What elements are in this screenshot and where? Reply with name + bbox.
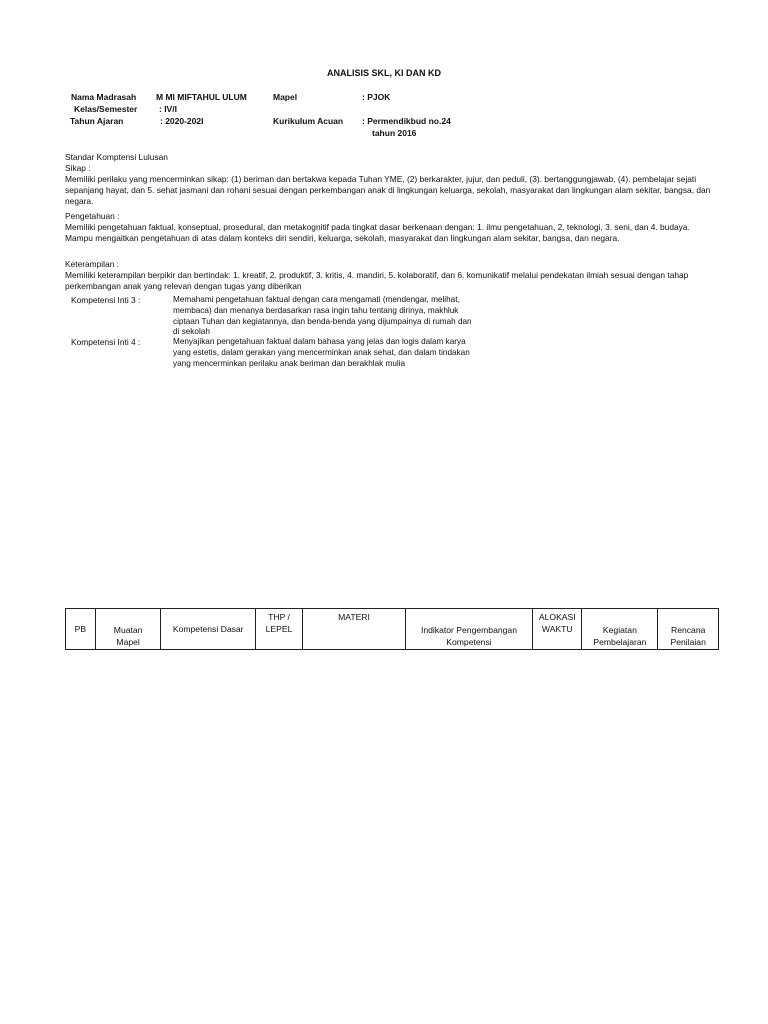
pengetahuan-label: Pengetahuan :	[65, 211, 120, 221]
kd-analysis-table	[65, 608, 719, 650]
col-materi-label: MATERI	[338, 612, 370, 622]
document-title: ANALISIS SKL, KI DAN KD	[326, 68, 441, 78]
col-indikator-label-2: Kompetensi	[446, 637, 492, 647]
table-header-row	[66, 609, 719, 650]
ki4-text: Menyajikan pengetahuan faktual dalam bahasa yang jelas dan logis dalam karya yang estetis, dalam gerakan yang mencerminkan anak sehat, dan dalam tindakan yang mencerminkan perilaku anak beriman dan berakhlak mulia	[173, 337, 470, 368]
skl-heading: Standar Komptensi Lulusan	[65, 152, 168, 162]
ki4-label: Kompetensi Inti 4 :	[71, 337, 141, 347]
col-thp-label-2: LEPEL	[265, 624, 293, 634]
tahun-ajaran-value: : 2020-202I	[160, 116, 204, 126]
col-kegiatan-pembelajaran	[582, 609, 658, 650]
nama-madrasah-value: M MI MIFTAHUL ULUM	[156, 92, 247, 102]
col-alokasi-waktu	[533, 609, 582, 650]
pengetahuan-text: Memiliki pengetahuan faktual, konseptual, prosedural, dan metakognitif pada tingkat dasar berkenaan dengan: 1. ilmu pengetahuan, 2. teknologi, 3. seni, dan 4. budaya. Mampu mengaitkan pengetahuan di atas dalam konteks diri sendiri, keluarga, sekolah, masyarakat dan lingkungan alam sekitar, bangsa, dan negara.	[65, 222, 690, 244]
col-rencana-penilaian	[658, 609, 719, 650]
col-kegiatan-label-1: Kegiatan	[602, 625, 637, 635]
col-muatan-label-2: Mapel	[116, 637, 140, 647]
nama-madrasah-label: Nama Madrasah	[71, 92, 137, 102]
sikap-label: Sikap :	[65, 163, 91, 173]
col-thp-label-1: THP /	[268, 612, 290, 622]
col-muatan-label-1: Muatan	[113, 625, 143, 635]
col-pb	[66, 609, 96, 650]
mapel-label: Mapel	[273, 92, 298, 102]
col-kd-label: Kompetensi Dasar	[172, 624, 244, 634]
col-rencana-label-1: Rencana	[670, 625, 706, 635]
col-indikator-label-1: Indikator Pengembangan	[420, 625, 517, 635]
kelas-semester-label: Kelas/Semester	[74, 104, 138, 114]
col-indikator	[405, 609, 532, 650]
ki3-text: Memahami pengetahuan faktual dengan cara mengamati (mendengar, melihat, membaca) dan menanya berdasarkan rasa ingin tahu tentang dirinya, makhluk ciptaan Tuhan dan kegiatannya, dan benda-benda yang dijumpainya di rumah dan di sekolah	[173, 295, 472, 337]
col-thp-lepel	[255, 609, 302, 650]
col-alokasi-label-1: ALOKASI	[538, 612, 576, 622]
kurikulum-acuan-value: : Permendikbud no.24	[362, 116, 451, 126]
col-rencana-label-2: Penilaian	[670, 637, 706, 647]
col-muatan-mapel	[95, 609, 161, 650]
tahun-ajaran-label: Tahun Ajaran	[70, 116, 124, 126]
col-pb-label: PB	[74, 624, 87, 634]
col-kegiatan-label-2: Pembelajaran	[593, 637, 647, 647]
col-materi	[303, 609, 406, 650]
col-kompetensi-dasar	[161, 609, 255, 650]
ki3-label: Kompetensi Inti 3 :	[71, 295, 141, 305]
mapel-value: : PJOK	[362, 92, 391, 102]
kurikulum-acuan-label: Kurikulum Acuan	[273, 116, 344, 126]
col-alokasi-label-2: WAKTU	[541, 624, 573, 634]
kurikulum-acuan-value-line2: tahun 2016	[372, 128, 417, 138]
keterampilan-label: Keterampilan :	[65, 259, 119, 269]
keterampilan-text: Memiliki keterampilan berpikir dan bertindak: 1. kreatif, 2. produktif, 3. kritis, 4. mandiri, 5. kolaboratif, dan 6. komunikatif melalui pendekatan ilmiah sesuai dengan tahap perkembangan anak yang relevan dengan tugas yang diberikan	[65, 270, 689, 292]
sikap-text: Memiliki perilaku yang mencerminkan sikap: (1) beriman dan bertakwa kepada Tuhan YME, (2) berkarakter, jujur, dan peduli, (3). bertanggungjawab, (4). pembelajar sejati sepanjang hayat, dan 5. sehat jasmani dan rohani sesuai dengan perkembangan anak di lingkungan keluarga, sekolah, masyarakat dan lingkungan alam sekitar, bangsa, dan negara.	[65, 174, 711, 207]
kelas-semester-value: : IV/I	[159, 104, 177, 114]
